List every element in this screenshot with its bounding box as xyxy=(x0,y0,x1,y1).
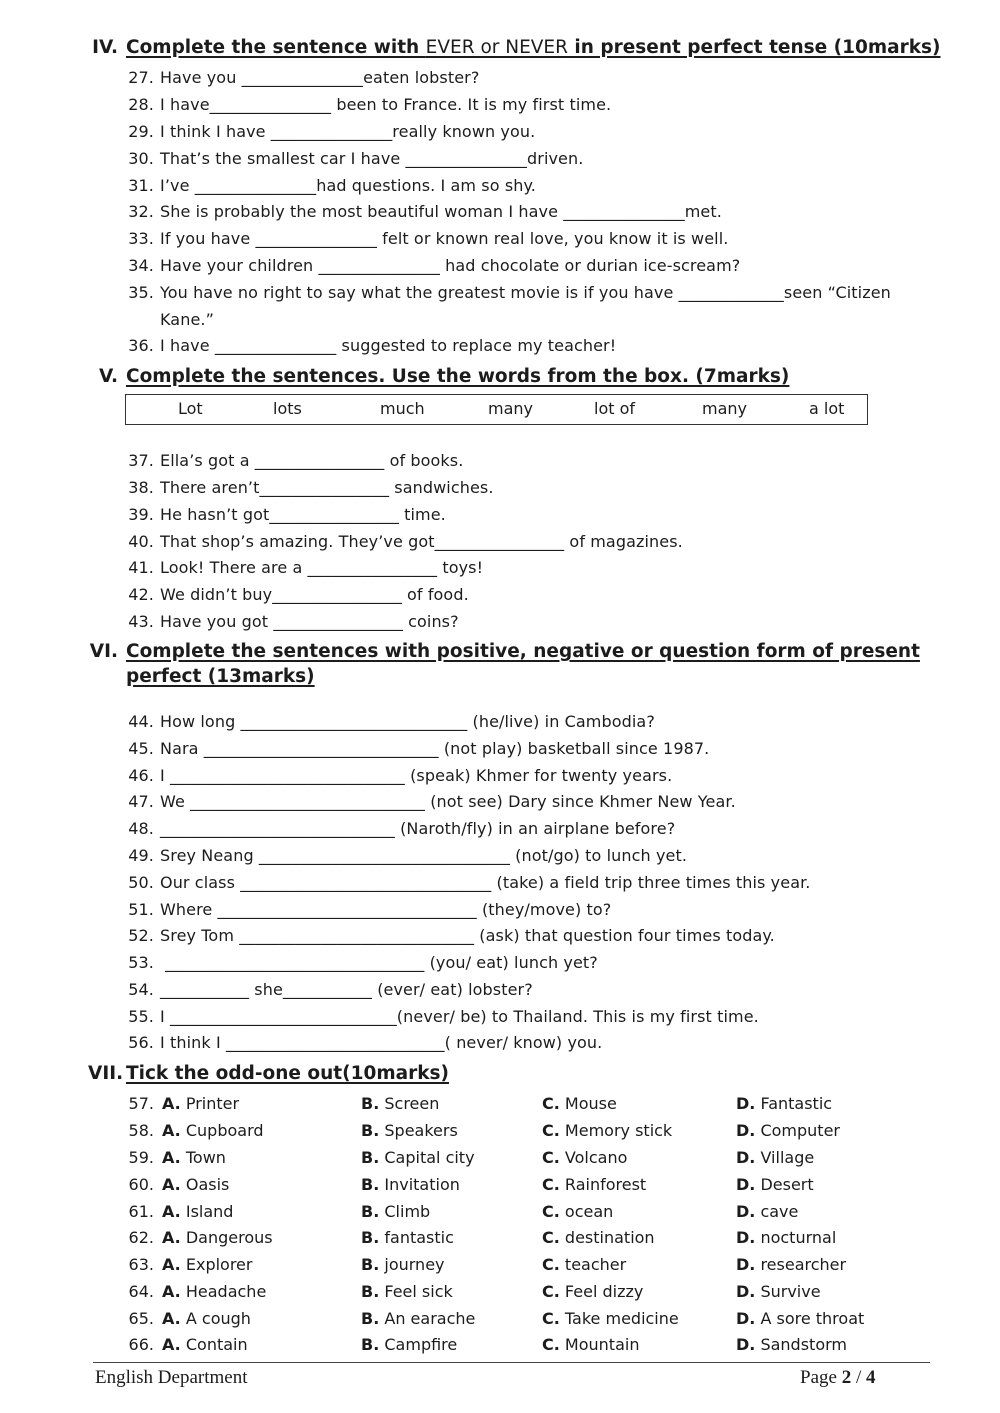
exercise-item xyxy=(122,202,722,222)
item-number: 44. xyxy=(128,712,154,731)
option-a[interactable] xyxy=(162,1202,233,1222)
item-number: 29. xyxy=(128,122,154,141)
exercise-item xyxy=(122,149,583,169)
section-v-title: Complete the sentences. Use the words from the box. (7marks) xyxy=(126,366,790,387)
item-text: Our class _______________________________ (take) a field trip three times this year. xyxy=(160,873,811,892)
item-number: 34. xyxy=(128,256,154,275)
option-letter: B. xyxy=(361,1335,380,1354)
option-text: A sore throat xyxy=(760,1309,865,1328)
option-text: Mouse xyxy=(564,1094,617,1113)
item-number: 35. xyxy=(128,283,154,302)
option-text: Invitation xyxy=(384,1175,460,1194)
item-number: 27. xyxy=(128,68,154,87)
option-letter: C. xyxy=(542,1148,560,1167)
footer-left: English Department xyxy=(95,1367,248,1388)
option-letter: A. xyxy=(162,1228,181,1247)
option-c[interactable] xyxy=(542,1309,679,1329)
exercise-item xyxy=(122,612,459,632)
option-letter: B. xyxy=(361,1121,380,1140)
item-text: Have your children _______________ had chocolate or durian ice-scream? xyxy=(160,256,741,275)
option-c[interactable] xyxy=(542,1121,672,1141)
exercise-item xyxy=(122,819,675,839)
option-text: Headache xyxy=(185,1282,267,1301)
exercise-item xyxy=(122,176,536,196)
odd-one-out-row xyxy=(122,1309,160,1329)
exercise-item xyxy=(122,900,611,920)
option-letter: C. xyxy=(542,1335,560,1354)
section-vi-roman: VI. xyxy=(89,641,118,662)
option-letter: A. xyxy=(162,1202,181,1221)
option-d[interactable] xyxy=(736,1202,798,1222)
section-vi-title-line2: perfect (13marks) xyxy=(126,666,315,687)
exercise-item xyxy=(122,585,469,605)
item-number: 55. xyxy=(128,1007,154,1026)
option-letter: B. xyxy=(361,1094,380,1113)
footer-page xyxy=(800,1366,875,1390)
item-text: Have you _______________eaten lobster? xyxy=(160,68,480,87)
item-number: 43. xyxy=(128,612,154,631)
exercise-item xyxy=(122,229,728,249)
item-text: That’s the smallest car I have _______________driven. xyxy=(160,149,584,168)
box-word: many xyxy=(488,399,533,418)
option-text: ocean xyxy=(564,1202,614,1221)
item-number: 49. xyxy=(128,846,154,865)
option-letter: D. xyxy=(736,1228,756,1247)
item-text: I _____________________________ (speak) Khmer for twenty years. xyxy=(160,766,673,785)
option-letter: C. xyxy=(542,1309,560,1328)
option-text: Desert xyxy=(760,1175,814,1194)
odd-one-out-row xyxy=(122,1175,160,1195)
item-text: We _____________________________ (not see) Dary since Khmer New Year. xyxy=(160,792,736,811)
item-number: 56. xyxy=(128,1033,154,1052)
item-number: 42. xyxy=(128,585,154,604)
exercise-item xyxy=(122,68,479,88)
option-text: cave xyxy=(760,1202,799,1221)
option-a[interactable] xyxy=(162,1175,229,1195)
exercise-item xyxy=(122,953,598,973)
option-letter: B. xyxy=(361,1282,380,1301)
exercise-item xyxy=(122,95,611,115)
option-text: Campfire xyxy=(384,1335,458,1354)
option-text: journey xyxy=(384,1255,445,1274)
option-d[interactable] xyxy=(736,1175,814,1195)
item-number: 38. xyxy=(128,478,154,497)
option-letter: C. xyxy=(542,1202,560,1221)
exercise-item xyxy=(122,256,740,276)
item-number: 66. xyxy=(128,1335,154,1354)
option-a[interactable] xyxy=(162,1309,251,1329)
option-b[interactable] xyxy=(361,1121,458,1141)
option-letter: D. xyxy=(736,1148,756,1167)
option-letter: B. xyxy=(361,1202,380,1221)
item-text: I have_______________ been to France. It is my first time. xyxy=(160,95,612,114)
item-number: 32. xyxy=(128,202,154,221)
option-d[interactable] xyxy=(736,1282,821,1302)
item-text: I have _______________ suggested to replace my teacher! xyxy=(160,336,617,355)
item-text: I think I have _______________really known you. xyxy=(160,122,536,141)
option-text: Take medicine xyxy=(564,1309,679,1328)
item-number: 64. xyxy=(128,1282,154,1301)
option-c[interactable] xyxy=(542,1282,643,1302)
option-letter: C. xyxy=(542,1094,560,1113)
footer-divider xyxy=(93,1362,930,1363)
item-number: 51. xyxy=(128,900,154,919)
option-letter: C. xyxy=(542,1175,560,1194)
item-number: 63. xyxy=(128,1255,154,1274)
option-letter: B. xyxy=(361,1175,380,1194)
section-iv-title-a: Complete the sentence with xyxy=(126,37,426,58)
option-letter: B. xyxy=(361,1228,380,1247)
option-c[interactable] xyxy=(542,1255,626,1275)
option-c[interactable] xyxy=(542,1228,655,1248)
exercise-item xyxy=(122,505,446,525)
option-a[interactable] xyxy=(162,1121,264,1141)
item-text: I think I ___________________________( never/ know) you. xyxy=(160,1033,603,1052)
option-a[interactable] xyxy=(162,1094,239,1114)
option-b[interactable] xyxy=(361,1335,457,1355)
option-letter: D. xyxy=(736,1202,756,1221)
item-number: 53. xyxy=(128,953,154,972)
odd-one-out-row xyxy=(122,1202,160,1222)
footer-page-sep: / xyxy=(851,1367,866,1388)
exercise-item xyxy=(122,980,533,1000)
item-text: She is probably the most beautiful woman I have _______________met. xyxy=(160,202,722,221)
option-text: Capital city xyxy=(384,1148,475,1167)
option-letter: C. xyxy=(542,1121,560,1140)
option-text: Speakers xyxy=(384,1121,458,1140)
section-vi-title-line1: Complete the sentences with positive, negative or question form of present xyxy=(126,641,920,662)
section-iv-title xyxy=(126,36,940,60)
item-number: 45. xyxy=(128,739,154,758)
option-text: Printer xyxy=(185,1094,240,1113)
exercise-item xyxy=(122,336,616,356)
box-word: lot of xyxy=(594,399,636,418)
option-letter: D. xyxy=(736,1255,756,1274)
option-b[interactable] xyxy=(361,1202,430,1222)
item-number: 36. xyxy=(128,336,154,355)
box-word: a lot xyxy=(809,399,845,418)
odd-one-out-row xyxy=(122,1335,160,1355)
exercise-item xyxy=(122,558,483,578)
option-d[interactable] xyxy=(736,1148,814,1168)
footer-page-label: Page xyxy=(800,1367,842,1388)
option-d[interactable] xyxy=(736,1121,840,1141)
option-text: Oasis xyxy=(185,1175,230,1194)
option-text: Cupboard xyxy=(185,1121,264,1140)
option-text: An earache xyxy=(384,1309,476,1328)
item-number: 47. xyxy=(128,792,154,811)
item-number: 50. xyxy=(128,873,154,892)
option-a[interactable] xyxy=(162,1282,266,1302)
option-text: Fantastic xyxy=(760,1094,833,1113)
exercise-item xyxy=(122,310,214,330)
option-c[interactable] xyxy=(542,1202,613,1222)
option-text: Rainforest xyxy=(564,1175,647,1194)
option-b[interactable] xyxy=(361,1309,475,1329)
item-text: You have no right to say what the greatest movie is if you have _____________seen “Citizen xyxy=(160,283,891,302)
option-c[interactable] xyxy=(542,1175,646,1195)
exercise-item xyxy=(122,926,775,946)
option-text: Explorer xyxy=(185,1255,253,1274)
option-letter: B. xyxy=(361,1255,380,1274)
option-letter: B. xyxy=(361,1148,380,1167)
option-b[interactable] xyxy=(361,1094,439,1114)
item-number: 52. xyxy=(128,926,154,945)
option-letter: D. xyxy=(736,1335,756,1354)
item-number: 65. xyxy=(128,1309,154,1328)
option-text: Climb xyxy=(384,1202,431,1221)
option-a[interactable] xyxy=(162,1335,248,1355)
exercise-item xyxy=(122,873,811,893)
exercise-item xyxy=(122,1007,759,1027)
item-number: 60. xyxy=(128,1175,154,1194)
option-text: Town xyxy=(185,1148,226,1167)
item-text: I’ve _______________had questions. I am so shy. xyxy=(160,176,536,195)
option-text: Feel dizzy xyxy=(564,1282,644,1301)
option-text: Volcano xyxy=(564,1148,628,1167)
item-text: I ____________________________(never/ be) to Thailand. This is my first time. xyxy=(160,1007,759,1026)
item-number: 31. xyxy=(128,176,154,195)
option-c[interactable] xyxy=(542,1335,639,1355)
item-text: He hasn’t got________________ time. xyxy=(160,505,446,524)
option-text: researcher xyxy=(760,1255,847,1274)
option-letter: A. xyxy=(162,1175,181,1194)
item-number: 54. xyxy=(128,980,154,999)
option-a[interactable] xyxy=(162,1228,273,1248)
item-text: Nara _____________________________ (not play) basketball since 1987. xyxy=(160,739,710,758)
item-text: Where ________________________________ (they/move) to? xyxy=(160,900,612,919)
option-d[interactable] xyxy=(736,1335,847,1355)
option-text: Contain xyxy=(185,1335,248,1354)
item-text: There aren’t________________ sandwiches. xyxy=(160,478,494,497)
option-c[interactable] xyxy=(542,1148,627,1168)
section-iv-roman: IV. xyxy=(92,37,118,58)
item-number: 46. xyxy=(128,766,154,785)
option-letter: A. xyxy=(162,1255,181,1274)
item-text: Srey Neang _______________________________ (not/go) to lunch yet. xyxy=(160,846,688,865)
exercise-item xyxy=(122,451,463,471)
option-text: nocturnal xyxy=(760,1228,837,1247)
item-text: How long ____________________________ (he/live) in Cambodia? xyxy=(160,712,655,731)
box-word: much xyxy=(380,399,425,418)
option-text: Feel sick xyxy=(384,1282,453,1301)
option-letter: D. xyxy=(736,1121,756,1140)
item-text: Srey Tom _____________________________ (ask) that question four times today. xyxy=(160,926,775,945)
item-number: 62. xyxy=(128,1228,154,1247)
box-word: lots xyxy=(273,399,302,418)
option-text: A cough xyxy=(185,1309,251,1328)
option-b[interactable] xyxy=(361,1282,453,1302)
item-number: 48. xyxy=(128,819,154,838)
section-iv-title-c: in present perfect tense (10marks) xyxy=(567,37,941,58)
item-text: ___________ she___________ (ever/ eat) lobster? xyxy=(160,980,533,999)
option-text: Sandstorm xyxy=(760,1335,847,1354)
option-text: Memory stick xyxy=(564,1121,673,1140)
option-letter: A. xyxy=(162,1148,181,1167)
option-d[interactable] xyxy=(736,1228,836,1248)
option-c[interactable] xyxy=(542,1094,617,1114)
section-vii-roman: VII. xyxy=(88,1063,124,1084)
option-letter: B. xyxy=(361,1309,380,1328)
section-vii-title: Tick the odd-one out(10marks) xyxy=(126,1063,449,1084)
option-letter: C. xyxy=(542,1228,560,1247)
exercise-item xyxy=(122,739,709,759)
odd-one-out-row xyxy=(122,1148,160,1168)
footer-page-total: 4 xyxy=(865,1367,876,1388)
exercise-item xyxy=(122,1033,602,1053)
item-text: _____________________________ (Naroth/fly) in an airplane before? xyxy=(160,819,676,838)
option-a[interactable] xyxy=(162,1255,252,1275)
option-letter: D. xyxy=(736,1175,756,1194)
option-letter: D. xyxy=(736,1282,756,1301)
option-b[interactable] xyxy=(361,1148,475,1168)
item-number: 58. xyxy=(128,1121,154,1140)
odd-one-out-row xyxy=(122,1094,160,1114)
option-d[interactable] xyxy=(736,1094,832,1114)
odd-one-out-row xyxy=(122,1282,160,1302)
exercise-item xyxy=(122,532,683,552)
odd-one-out-row xyxy=(122,1255,160,1275)
exercise-item xyxy=(122,712,655,732)
option-text: destination xyxy=(564,1228,655,1247)
option-letter: A. xyxy=(162,1121,181,1140)
option-d[interactable] xyxy=(736,1309,864,1329)
item-number: 40. xyxy=(128,532,154,551)
option-a[interactable] xyxy=(162,1148,226,1168)
item-text: That shop’s amazing. They’ve got________________ of magazines. xyxy=(160,532,683,551)
option-letter: A. xyxy=(162,1335,181,1354)
option-letter: D. xyxy=(736,1309,756,1328)
item-text: Look! There are a ________________ toys! xyxy=(160,558,484,577)
section-v-roman: V. xyxy=(99,366,118,387)
odd-one-out-row xyxy=(122,1121,160,1141)
item-number: 41. xyxy=(128,558,154,577)
option-letter: D. xyxy=(736,1094,756,1113)
exercise-item xyxy=(122,283,891,303)
item-text: Have you got ________________ coins? xyxy=(160,612,459,631)
exercise-item xyxy=(122,846,687,866)
box-word: many xyxy=(702,399,747,418)
section-iv-title-b: EVER or NEVER xyxy=(425,37,568,58)
exercise-item xyxy=(122,122,535,142)
exercise-item xyxy=(122,792,736,812)
item-number: 33. xyxy=(128,229,154,248)
option-text: fantastic xyxy=(384,1228,454,1247)
option-text: Screen xyxy=(384,1094,440,1113)
box-word: Lot xyxy=(178,399,203,418)
option-text: Island xyxy=(185,1202,234,1221)
option-b[interactable] xyxy=(361,1175,460,1195)
option-text: Computer xyxy=(760,1121,840,1140)
item-number: 59. xyxy=(128,1148,154,1167)
item-number: 37. xyxy=(128,451,154,470)
option-letter: A. xyxy=(162,1282,181,1301)
option-text: teacher xyxy=(564,1255,627,1274)
option-b[interactable] xyxy=(361,1255,445,1275)
word-box xyxy=(125,394,868,425)
option-letter: A. xyxy=(162,1309,181,1328)
item-number: 39. xyxy=(128,505,154,524)
option-letter: C. xyxy=(542,1255,560,1274)
option-d[interactable] xyxy=(736,1255,846,1275)
footer-page-current: 2 xyxy=(841,1367,852,1388)
item-number: 28. xyxy=(128,95,154,114)
option-text: Village xyxy=(760,1148,815,1167)
item-text: If you have _______________ felt or known real love, you know it is well. xyxy=(160,229,729,248)
option-letter: A. xyxy=(162,1094,181,1113)
odd-one-out-row xyxy=(122,1228,160,1248)
item-text: We didn’t buy________________ of food. xyxy=(160,585,469,604)
option-text: Mountain xyxy=(564,1335,640,1354)
item-text: Ella’s got a ________________ of books. xyxy=(160,451,464,470)
exercise-item xyxy=(122,478,494,498)
item-text: Kane.” xyxy=(160,310,214,329)
item-number: 61. xyxy=(128,1202,154,1221)
exercise-item xyxy=(122,766,672,786)
item-number: 30. xyxy=(128,149,154,168)
item-text: ________________________________ (you/ eat) lunch yet? xyxy=(160,953,598,972)
option-letter: C. xyxy=(542,1282,560,1301)
option-b[interactable] xyxy=(361,1228,454,1248)
option-text: Dangerous xyxy=(185,1228,273,1247)
option-text: Survive xyxy=(760,1282,821,1301)
item-number: 57. xyxy=(128,1094,154,1113)
